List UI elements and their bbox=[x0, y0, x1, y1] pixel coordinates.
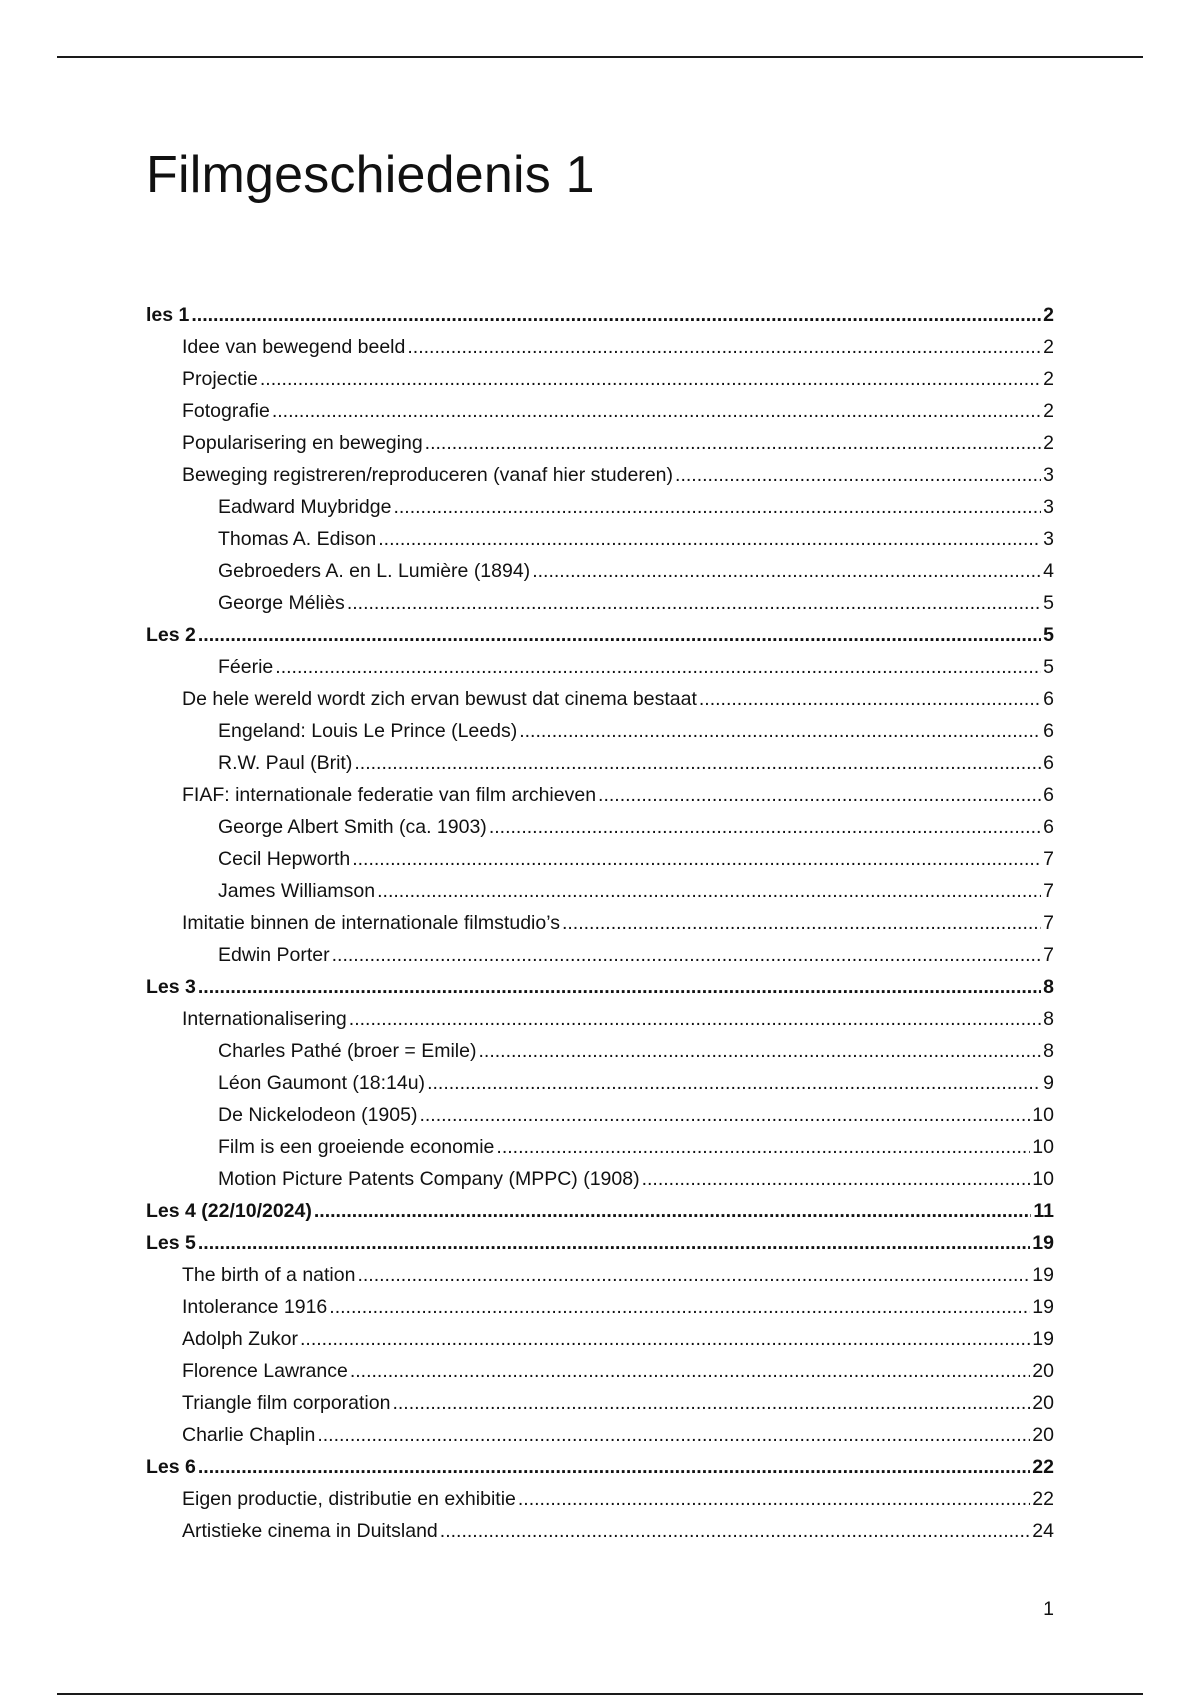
toc-entry-page: 7 bbox=[1043, 912, 1054, 934]
toc-entry-title: Charles Pathé (broer = Emile) bbox=[218, 1040, 477, 1062]
toc-entry[interactable] bbox=[146, 683, 1054, 715]
toc-dot-leader bbox=[598, 779, 1041, 811]
toc-entry[interactable] bbox=[146, 491, 1054, 523]
toc-entry[interactable] bbox=[146, 1259, 1054, 1291]
toc-dot-leader bbox=[347, 587, 1041, 619]
toc-entry-title: Eigen productie, distributie en exhibitie bbox=[182, 1488, 516, 1510]
toc-entry-page: 6 bbox=[1043, 816, 1054, 838]
toc-dot-leader bbox=[198, 1451, 1030, 1483]
toc-dot-leader bbox=[489, 811, 1041, 843]
toc-entry-page: 6 bbox=[1043, 720, 1054, 742]
toc-entry-title: Féerie bbox=[218, 656, 274, 678]
toc-entry[interactable] bbox=[146, 1227, 1054, 1259]
toc-entry[interactable] bbox=[146, 907, 1054, 939]
toc-entry[interactable] bbox=[146, 1099, 1054, 1131]
toc-entry[interactable] bbox=[146, 1003, 1054, 1035]
toc-entry-page: 2 bbox=[1043, 336, 1054, 358]
toc-entry[interactable] bbox=[146, 939, 1054, 971]
toc-entry-page: 5 bbox=[1043, 656, 1054, 678]
toc-entry-title: Gebroeders A. en L. Lumière (1894) bbox=[218, 560, 531, 582]
toc-entry-title: Film is een groeiende economie bbox=[218, 1136, 495, 1158]
toc-entry[interactable] bbox=[146, 1451, 1054, 1483]
toc-entry-page: 6 bbox=[1043, 784, 1054, 806]
toc-dot-leader bbox=[393, 491, 1041, 523]
toc-entry-page: 8 bbox=[1043, 976, 1054, 998]
toc-entry[interactable] bbox=[146, 811, 1054, 843]
toc-entry-page: 3 bbox=[1043, 464, 1054, 486]
toc-dot-leader bbox=[392, 1387, 1030, 1419]
toc-dot-leader bbox=[198, 1227, 1030, 1259]
toc-entry-title: Léon Gaumont (18:14u) bbox=[218, 1072, 426, 1094]
toc-entry[interactable] bbox=[146, 587, 1054, 619]
toc-entry[interactable] bbox=[146, 1035, 1054, 1067]
toc-dot-leader bbox=[440, 1515, 1031, 1547]
toc-entry[interactable] bbox=[146, 779, 1054, 811]
toc-entry-page: 4 bbox=[1043, 560, 1054, 582]
toc-dot-leader bbox=[357, 1259, 1030, 1291]
table-of-contents bbox=[146, 299, 1054, 1547]
toc-entry[interactable] bbox=[146, 651, 1054, 683]
toc-entry-page: 5 bbox=[1043, 624, 1054, 646]
toc-dot-leader bbox=[352, 843, 1041, 875]
toc-entry[interactable] bbox=[146, 1291, 1054, 1323]
toc-entry-page: 20 bbox=[1032, 1424, 1054, 1446]
toc-entry[interactable] bbox=[146, 875, 1054, 907]
toc-dot-leader bbox=[518, 1483, 1030, 1515]
toc-dot-leader bbox=[532, 555, 1041, 587]
toc-entry[interactable] bbox=[146, 715, 1054, 747]
toc-entry-title: The birth of a nation bbox=[182, 1264, 356, 1286]
toc-entry-page: 7 bbox=[1043, 848, 1054, 870]
toc-entry-page: 5 bbox=[1043, 592, 1054, 614]
toc-dot-leader bbox=[675, 459, 1041, 491]
toc-entry-title: les 1 bbox=[146, 304, 190, 326]
toc-entry-title: Edwin Porter bbox=[218, 944, 330, 966]
toc-dot-leader bbox=[419, 1099, 1030, 1131]
toc-entry[interactable] bbox=[146, 1323, 1054, 1355]
toc-dot-leader bbox=[260, 363, 1041, 395]
toc-entry-title: FIAF: internationale federatie van film archieven bbox=[182, 784, 597, 806]
toc-entry[interactable] bbox=[146, 1131, 1054, 1163]
toc-entry-title: George Méliès bbox=[218, 592, 345, 614]
toc-entry-page: 7 bbox=[1043, 944, 1054, 966]
toc-entry-title: Idee van bewegend beeld bbox=[182, 336, 406, 358]
toc-entry-title: Florence Lawrance bbox=[182, 1360, 348, 1382]
toc-dot-leader bbox=[317, 1419, 1030, 1451]
toc-entry-title: De hele wereld wordt zich ervan bewust dat cinema bestaat bbox=[182, 688, 697, 710]
toc-entry[interactable] bbox=[146, 1515, 1054, 1547]
toc-entry-title: Les 5 bbox=[146, 1232, 196, 1254]
toc-entry-page: 3 bbox=[1043, 528, 1054, 550]
toc-entry[interactable] bbox=[146, 1419, 1054, 1451]
toc-entry-page: 9 bbox=[1043, 1072, 1054, 1094]
toc-entry[interactable] bbox=[146, 619, 1054, 651]
toc-entry-page: 8 bbox=[1043, 1040, 1054, 1062]
toc-entry-page: 11 bbox=[1033, 1200, 1054, 1222]
toc-entry-title: Adolph Zukor bbox=[182, 1328, 298, 1350]
toc-entry[interactable] bbox=[146, 1067, 1054, 1099]
toc-entry-title: Cecil Hepworth bbox=[218, 848, 351, 870]
toc-entry[interactable] bbox=[146, 331, 1054, 363]
toc-dot-leader bbox=[407, 331, 1041, 363]
toc-dot-leader bbox=[191, 299, 1041, 331]
toc-dot-leader bbox=[198, 971, 1041, 1003]
toc-entry-title: Beweging registreren/reproduceren (vanaf hier studeren) bbox=[182, 464, 674, 486]
toc-entry[interactable] bbox=[146, 395, 1054, 427]
top-rule bbox=[57, 56, 1143, 58]
toc-dot-leader bbox=[425, 427, 1041, 459]
toc-dot-leader bbox=[329, 1291, 1030, 1323]
toc-entry[interactable] bbox=[146, 459, 1054, 491]
toc-entry-title: Projectie bbox=[182, 368, 258, 390]
toc-entry-page: 2 bbox=[1043, 368, 1054, 390]
toc-dot-leader bbox=[300, 1323, 1030, 1355]
toc-dot-leader bbox=[377, 875, 1041, 907]
toc-entry-page: 6 bbox=[1043, 752, 1054, 774]
toc-entry-title: Imitatie binnen de internationale filmstudio’s bbox=[182, 912, 560, 934]
toc-entry-title: Internationalisering bbox=[182, 1008, 347, 1030]
toc-entry-page: 2 bbox=[1043, 304, 1054, 326]
toc-entry-title: Motion Picture Patents Company (MPPC) (1908) bbox=[218, 1168, 640, 1190]
toc-dot-leader bbox=[562, 907, 1041, 939]
toc-entry-page: 20 bbox=[1032, 1392, 1054, 1414]
toc-dot-leader bbox=[427, 1067, 1041, 1099]
document-title: Filmgeschiedenis 1 bbox=[146, 146, 595, 204]
toc-entry-title: Eadward Muybridge bbox=[218, 496, 392, 518]
toc-dot-leader bbox=[378, 523, 1041, 555]
toc-entry[interactable] bbox=[146, 523, 1054, 555]
toc-entry-page: 10 bbox=[1032, 1168, 1054, 1190]
page-number: 1 bbox=[1043, 1598, 1054, 1620]
toc-entry-page: 6 bbox=[1043, 688, 1054, 710]
toc-entry-title: Artistieke cinema in Duitsland bbox=[182, 1520, 438, 1542]
toc-entry-title: Popularisering en beweging bbox=[182, 432, 423, 454]
toc-entry-page: 2 bbox=[1043, 432, 1054, 454]
toc-dot-leader bbox=[354, 747, 1041, 779]
toc-entry-page: 20 bbox=[1032, 1360, 1054, 1382]
toc-dot-leader bbox=[349, 1003, 1041, 1035]
toc-entry-page: 19 bbox=[1032, 1296, 1054, 1318]
toc-entry[interactable] bbox=[146, 971, 1054, 1003]
toc-entry-title: Charlie Chaplin bbox=[182, 1424, 316, 1446]
toc-entry-page: 10 bbox=[1032, 1136, 1054, 1158]
toc-dot-leader bbox=[275, 651, 1041, 683]
toc-entry[interactable] bbox=[146, 1355, 1054, 1387]
toc-dot-leader bbox=[314, 1195, 1032, 1227]
toc-entry-page: 24 bbox=[1032, 1520, 1054, 1542]
toc-dot-leader bbox=[478, 1035, 1041, 1067]
toc-entry-page: 19 bbox=[1032, 1232, 1054, 1254]
toc-entry-page: 7 bbox=[1043, 880, 1054, 902]
toc-dot-leader bbox=[350, 1355, 1030, 1387]
toc-entry-title: Les 2 bbox=[146, 624, 196, 646]
toc-entry[interactable] bbox=[146, 747, 1054, 779]
toc-dot-leader bbox=[642, 1163, 1031, 1195]
toc-entry-title: Fotografie bbox=[182, 400, 270, 422]
toc-entry[interactable] bbox=[146, 427, 1054, 459]
bottom-rule bbox=[57, 1693, 1143, 1695]
toc-dot-leader bbox=[519, 715, 1041, 747]
toc-entry-page: 2 bbox=[1043, 400, 1054, 422]
toc-entry-page: 22 bbox=[1032, 1456, 1054, 1478]
toc-entry[interactable] bbox=[146, 843, 1054, 875]
toc-entry-title: Thomas A. Edison bbox=[218, 528, 377, 550]
toc-entry-page: 19 bbox=[1032, 1264, 1054, 1286]
toc-entry[interactable] bbox=[146, 299, 1054, 331]
toc-entry-title: Les 6 bbox=[146, 1456, 196, 1478]
toc-dot-leader bbox=[699, 683, 1041, 715]
toc-entry-page: 8 bbox=[1043, 1008, 1054, 1030]
toc-dot-leader bbox=[332, 939, 1042, 971]
toc-entry[interactable] bbox=[146, 555, 1054, 587]
toc-entry-page: 22 bbox=[1032, 1488, 1054, 1510]
toc-entry-title: De Nickelodeon (1905) bbox=[218, 1104, 418, 1126]
toc-entry-title: James Williamson bbox=[218, 880, 376, 902]
toc-entry-title: Intolerance 1916 bbox=[182, 1296, 328, 1318]
toc-entry-title: Triangle film corporation bbox=[182, 1392, 391, 1414]
toc-entry-title: Les 4 (22/10/2024) bbox=[146, 1200, 312, 1222]
toc-entry-page: 3 bbox=[1043, 496, 1054, 518]
toc-dot-leader bbox=[272, 395, 1041, 427]
toc-entry-title: Engeland: Louis Le Prince (Leeds) bbox=[218, 720, 518, 742]
toc-dot-leader bbox=[198, 619, 1041, 651]
toc-entry-title: R.W. Paul (Brit) bbox=[218, 752, 353, 774]
toc-entry[interactable] bbox=[146, 363, 1054, 395]
toc-entry[interactable] bbox=[146, 1387, 1054, 1419]
toc-entry[interactable] bbox=[146, 1195, 1054, 1227]
toc-entry[interactable] bbox=[146, 1163, 1054, 1195]
toc-entry-page: 10 bbox=[1032, 1104, 1054, 1126]
toc-entry[interactable] bbox=[146, 1483, 1054, 1515]
toc-entry-page: 19 bbox=[1032, 1328, 1054, 1350]
toc-entry-title: Les 3 bbox=[146, 976, 196, 998]
toc-entry-title: George Albert Smith (ca. 1903) bbox=[218, 816, 487, 838]
toc-dot-leader bbox=[496, 1131, 1030, 1163]
